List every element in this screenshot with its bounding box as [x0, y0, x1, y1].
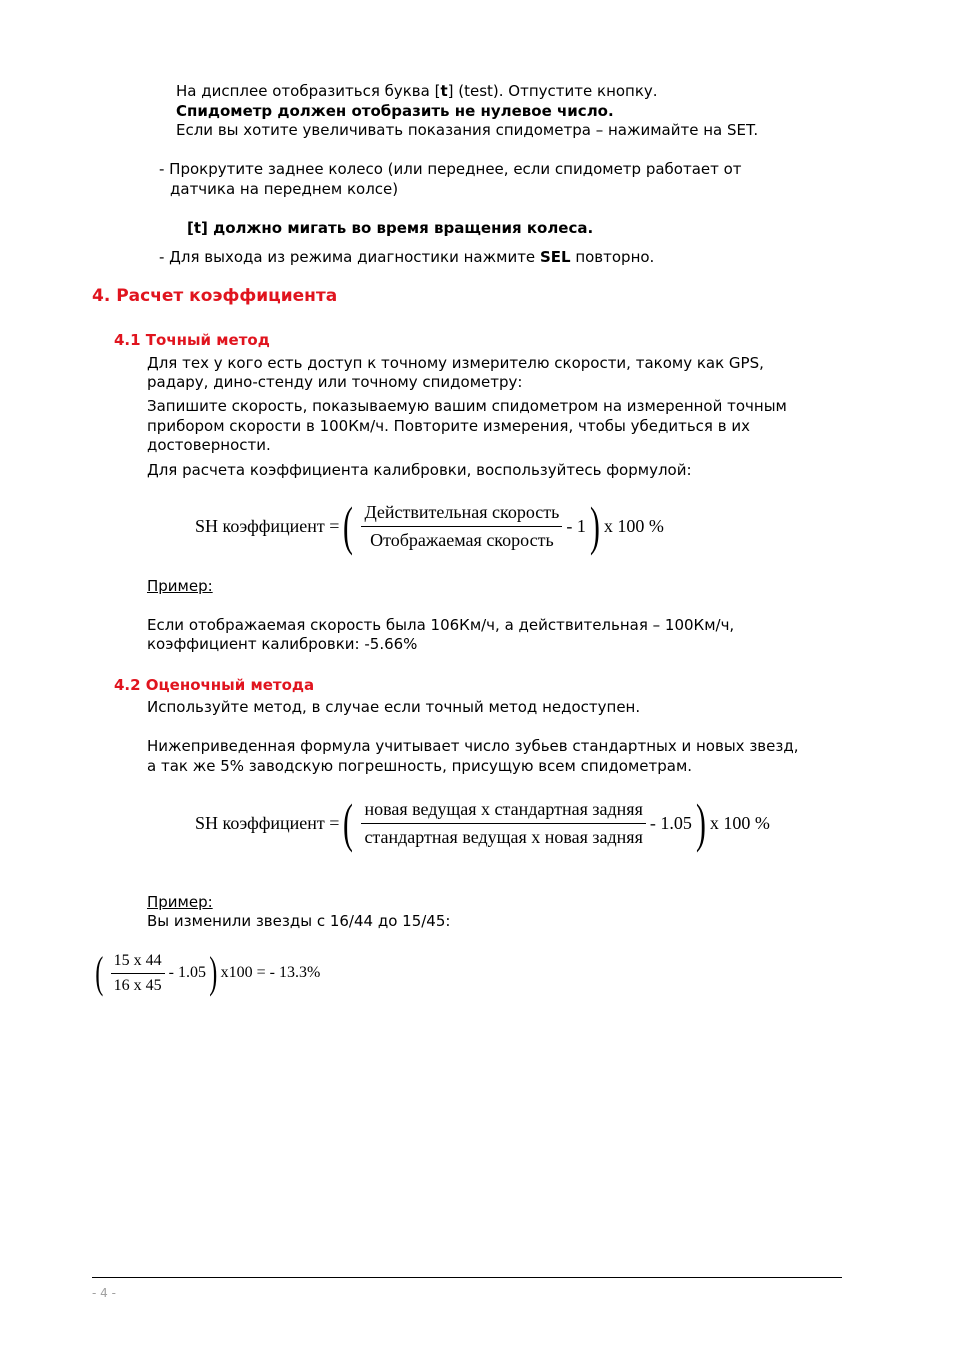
s41-para2-line1: Запишите скорость, показываемую вашим спидометром на измеренной точным [147, 397, 787, 415]
example-minus-term: - 1.05 [168, 964, 206, 981]
rotate-wheel-bullet-cont: датчика на переднем колсе) [170, 180, 399, 198]
left-paren: ( [95, 948, 104, 997]
example-calculation-formula [92, 948, 321, 997]
s42-para2-line2: а так же 5% заводскую погрешность, присущую всем спидометрам. [147, 757, 693, 775]
right-paren: ) [589, 496, 600, 556]
formula2-minus-term: - 1.05 [649, 812, 692, 833]
left-paren: ( [343, 793, 354, 853]
s41-example-line1: Если отображаемая скорость была 106Км/ч, а действительная – 100Км/ч, [147, 616, 735, 634]
formula-fraction [361, 502, 562, 551]
formula2-fraction [361, 799, 645, 848]
display-letter-text: На дисплее отобразиться буква [t] (test). Отпустите кнопку. [176, 82, 658, 100]
s42-para2-line1: Нижеприведенная формула учитывает число зубьев стандартных и новых звезд, [147, 737, 799, 755]
s41-para1-line2: радару, дино-стенду или точному спидометру: [147, 373, 523, 391]
s41-para2-line2: прибором скорости в 100Км/ч. Повторите измерения, чтобы убедиться в их [147, 417, 750, 435]
blink-note: [t] должно мигать во время вращения колеса. [187, 219, 594, 237]
page-number: - 4 - [92, 1286, 116, 1300]
section-4-heading: 4. Расчет коэффициента [92, 286, 338, 306]
left-paren: ( [343, 496, 354, 556]
formula-numerator: Действительная скорость [361, 502, 562, 527]
s41-example-label: Пример: [147, 577, 213, 595]
s42-example-text: Вы изменили звезды с 16/44 до 15/45: [147, 912, 451, 930]
s42-example-label: Пример: [147, 893, 213, 911]
formula2-numerator: новая ведущая x стандартная задняя [361, 799, 645, 824]
rotate-wheel-bullet: - Прокрутите заднее колесо (или переднее, если спидометр работает от [159, 160, 742, 178]
s42-para1: Используйте метод, в случае если точный метод недоступен. [147, 698, 641, 716]
example-fraction [111, 952, 165, 995]
right-paren: ) [695, 793, 706, 853]
s41-para2-line3: достоверности. [147, 436, 271, 454]
set-button-note: Если вы хотите увеличивать показания спидометра – нажимайте на SET. [176, 121, 759, 139]
formula-lhs: SH коэффициент = [195, 515, 340, 536]
footer-divider [92, 1277, 842, 1278]
exact-method-formula [195, 496, 664, 556]
formula-minus-term: - 1 [566, 515, 586, 536]
exit-diagnostics-bullet: - Для выхода из режима диагностики нажмите SEL повторно. [159, 248, 655, 266]
example-denominator: 16 x 45 [113, 976, 162, 994]
formula-multiplier: x 100 % [603, 515, 664, 536]
formula2-multiplier: x 100 % [709, 812, 770, 833]
section-4-2-heading: 4.2 Оценочный метода [114, 676, 315, 694]
formula2-lhs: SH коэффициент = [195, 812, 340, 833]
s41-example-line2: коэффициент калибровки: -5.66% [147, 635, 418, 653]
speedometer-nonzero-note: Спидометр должен отобразить не нулевое число. [176, 102, 614, 120]
example-numerator: 15 x 44 [111, 952, 165, 974]
s41-para1-line1: Для тех у кого есть доступ к точному измерителю скорости, такому как GPS, [147, 354, 764, 372]
s41-para3: Для расчета коэффициента калибровки, воспользуйтесь формулой: [147, 461, 692, 479]
example-result: x100 = - 13.3% [220, 964, 321, 981]
section-4-1-heading: 4.1 Точный метод [114, 331, 270, 349]
estimate-method-formula [195, 793, 770, 853]
formula2-denominator: стандартная ведущая x новая задняя [364, 826, 643, 847]
formula-denominator: Отображаемая скорость [370, 529, 554, 550]
right-paren: ) [209, 948, 218, 997]
